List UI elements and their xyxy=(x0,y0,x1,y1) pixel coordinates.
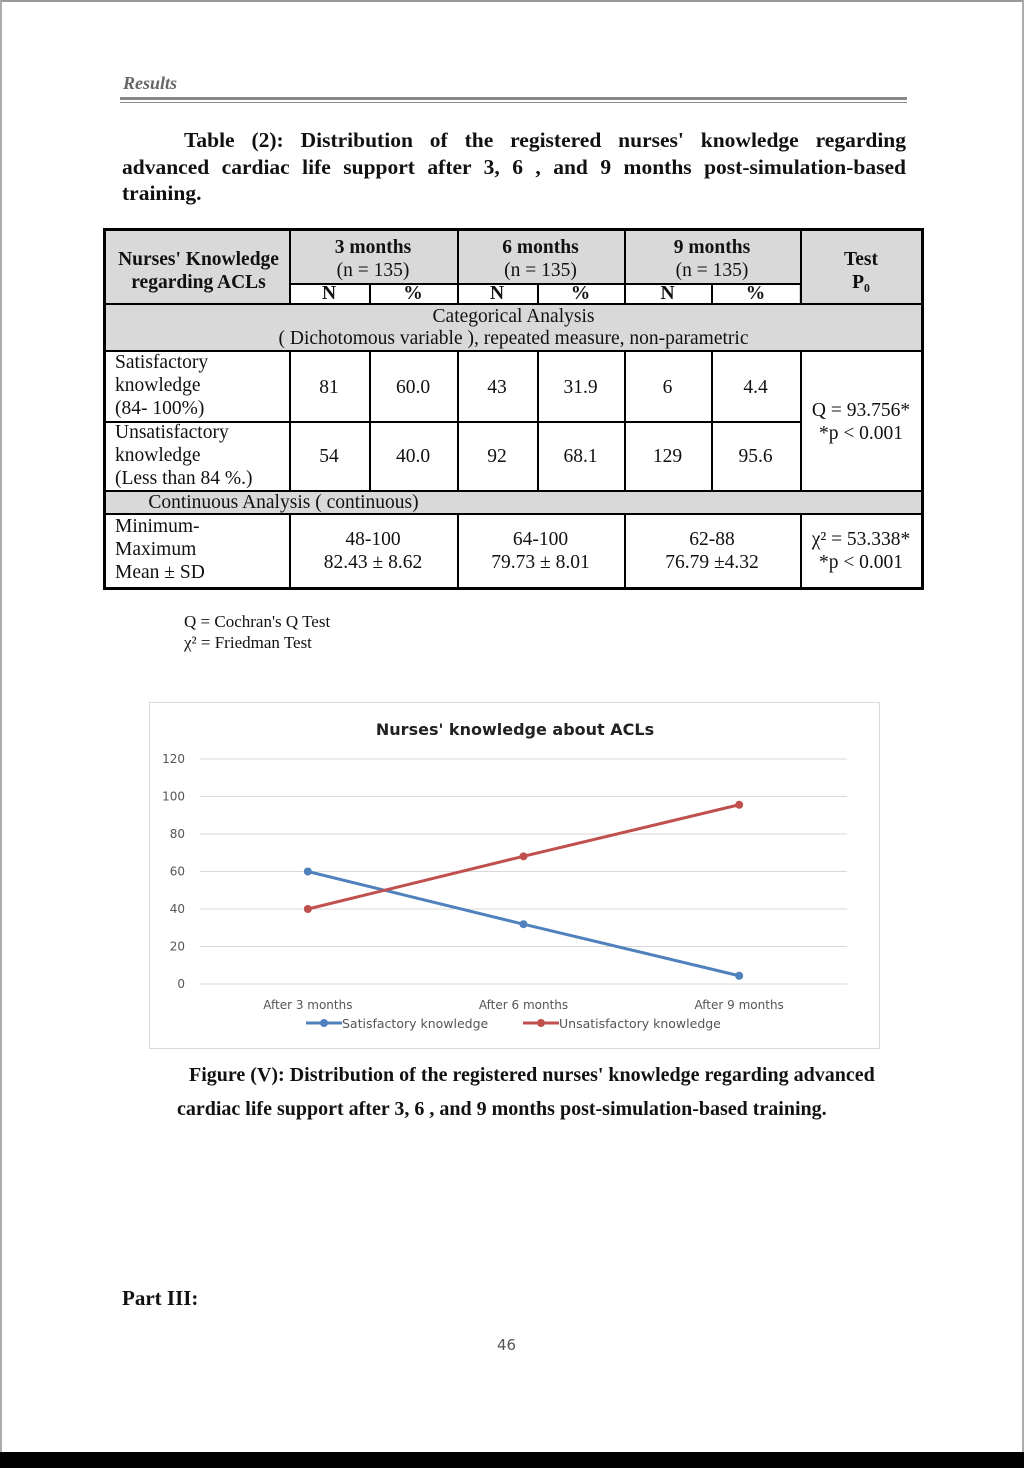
y-tick-label: 80 xyxy=(169,827,185,841)
col-pct-9: % xyxy=(745,283,766,304)
test-header: Test xyxy=(844,249,878,270)
test-stat: χ² = 53.338* xyxy=(811,529,911,550)
data-point xyxy=(304,905,312,913)
label-line: Minimum- xyxy=(115,516,200,537)
legend-marker xyxy=(320,1019,328,1027)
cell-value: 40.0 xyxy=(395,446,431,467)
page-number: 46 xyxy=(497,1336,517,1354)
y-tick-label: 20 xyxy=(169,939,185,954)
x-tick-label: After 9 months xyxy=(694,998,784,1012)
continuous-6-months xyxy=(457,528,624,574)
mean-sd-value: 79.73 ± 8.01 xyxy=(491,552,590,573)
label-line: Mean ± SD xyxy=(115,562,205,583)
vline-8 xyxy=(537,350,539,491)
note-cochran: Q = Cochran's Q Test xyxy=(184,612,331,631)
cell-value: 92 xyxy=(487,446,507,467)
vline-7 xyxy=(457,350,459,491)
range-value: 64-100 xyxy=(512,529,569,550)
label-line: Maximum xyxy=(115,539,197,560)
p-value: *p < 0.001 xyxy=(818,552,904,573)
period-9-n: (n = 135) xyxy=(675,260,749,281)
period-6-n: (n = 135) xyxy=(504,260,577,281)
col-pct-3: % xyxy=(403,283,423,304)
y-tick-label: 0 xyxy=(177,977,185,991)
period-3-n: (n = 135) xyxy=(336,260,410,281)
mean-sd-value: 82.43 ± 8.62 xyxy=(323,552,423,573)
label-line: (84- 100%) xyxy=(115,398,205,419)
label-line: (Less than 84 %.) xyxy=(115,468,253,489)
x-tick-label: After 3 months xyxy=(263,998,353,1012)
knowledge-table xyxy=(103,228,924,590)
cell-value: 81 xyxy=(319,377,339,398)
period-9-title: 9 months xyxy=(673,237,751,258)
table-notes xyxy=(184,611,330,653)
y-tick-label: 40 xyxy=(169,902,185,916)
categorical-title: Categorical Analysis xyxy=(432,306,595,327)
table-caption: Table (2): Distribution of the registered nurses' knowledge regarding advanced cardiac life support after 3, 6 , and 9 months post-simulation-based training. xyxy=(122,128,906,205)
x-tick-label: After 6 months xyxy=(478,998,569,1012)
chart-title: Nurses' knowledge about ACLs xyxy=(375,720,655,739)
p-value: *p < 0.001 xyxy=(818,423,904,444)
legend-label: Unsatisfactory knowledge xyxy=(559,1016,721,1031)
label-line: knowledge xyxy=(115,445,201,466)
row-unsatisfactory-label xyxy=(115,421,285,490)
period-6-title: 6 months xyxy=(502,237,579,258)
cell-value: 43 xyxy=(487,377,507,398)
p-header: P₀ xyxy=(852,272,870,293)
data-point xyxy=(520,852,528,860)
note-friedman: χ² = Friedman Test xyxy=(184,633,312,652)
vline-10 xyxy=(711,350,713,491)
cell-value: 129 xyxy=(652,446,683,467)
vline-5 xyxy=(289,350,291,491)
data-point xyxy=(735,801,743,809)
cell-value: 68.1 xyxy=(563,446,598,467)
label-line: Unsatisfactory xyxy=(115,422,229,443)
cell-value: 54 xyxy=(319,446,339,467)
vline-9 xyxy=(624,350,626,491)
figure-caption: Figure (V): Distribution of the registered nurses' knowledge regarding advanced cardiac life support after 3, 6 , and 9 months post-simulation-based training. xyxy=(177,1064,875,1120)
col-n-9: N xyxy=(660,283,675,304)
label-line: knowledge xyxy=(115,375,201,396)
continuous-3-months xyxy=(289,528,457,574)
data-point xyxy=(304,868,312,876)
categorical-test xyxy=(801,399,921,445)
test-stat: Q = 93.756* xyxy=(811,400,911,421)
continuous-9-months xyxy=(624,528,800,574)
range-value: 62-88 xyxy=(689,529,735,550)
continuous-title: Continuous Analysis ( continuous) xyxy=(148,492,419,513)
vline-6 xyxy=(369,350,371,491)
col-pct-6: % xyxy=(570,283,591,304)
data-point xyxy=(520,920,528,928)
cell-value: 4.4 xyxy=(743,377,768,398)
cell-value: 95.6 xyxy=(738,446,773,467)
y-tick-label: 120 xyxy=(162,752,185,766)
range-value: 48-100 xyxy=(345,529,401,550)
page-border-top xyxy=(0,0,1024,2)
line-chart xyxy=(149,702,880,1049)
col-n-3: N xyxy=(321,283,337,304)
label-line: Satisfactory xyxy=(115,352,209,373)
period-3-title: 3 months xyxy=(334,237,412,258)
part-heading: Part III: xyxy=(122,1286,199,1310)
header-rule xyxy=(120,97,907,103)
continuous-test xyxy=(801,528,921,574)
page-border-left xyxy=(0,0,2,1452)
y-tick-label: 100 xyxy=(162,789,185,804)
cell-value: 60.0 xyxy=(395,377,431,398)
chart-svg xyxy=(150,703,881,1050)
legend-label: Satisfactory knowledge xyxy=(342,1016,489,1031)
row-header: Nurses' Knowledge regarding ACLs xyxy=(118,249,279,293)
legend-marker xyxy=(537,1019,545,1027)
data-point xyxy=(735,972,743,980)
continuous-label xyxy=(115,515,285,584)
cell-value: 31.9 xyxy=(563,377,598,398)
col-n-6: N xyxy=(489,283,505,304)
mean-sd-value: 76.79 ±4.32 xyxy=(665,552,759,573)
cell-value: 6 xyxy=(662,377,673,398)
categorical-subtitle: ( Dichotomous variable ), repeated measure, non-parametric xyxy=(278,328,749,349)
page-bottom-bar xyxy=(0,1452,1024,1468)
running-head: Results xyxy=(123,73,178,93)
row-satisfactory-label xyxy=(115,351,285,420)
y-tick-label: 60 xyxy=(169,864,185,879)
